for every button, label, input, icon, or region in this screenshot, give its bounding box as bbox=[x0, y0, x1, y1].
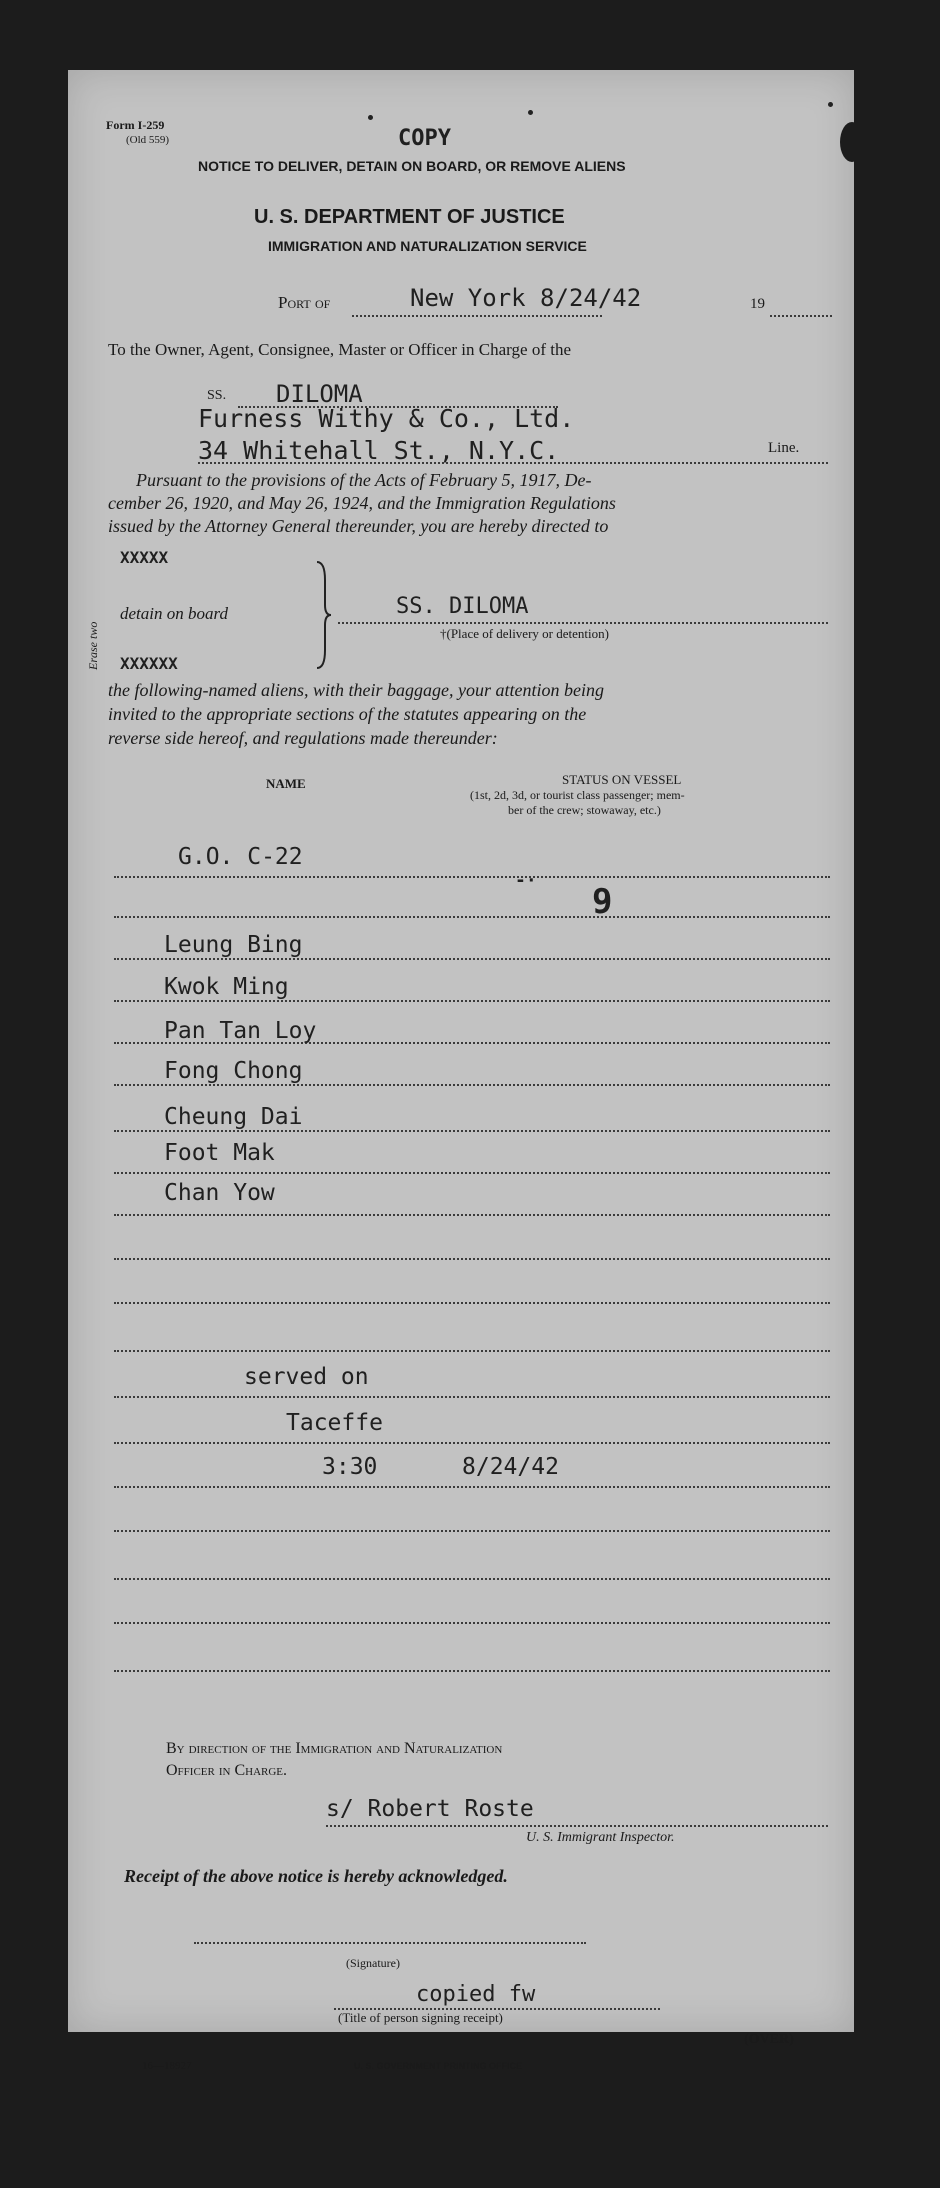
erase-two-label: Erase two bbox=[86, 621, 100, 670]
old-form-number: (Old 559) bbox=[126, 134, 170, 146]
go-reference: G.O. C-22 bbox=[178, 844, 303, 870]
status-note-1: (1st, 2d, 3d, or tourist class passenger; mem- bbox=[470, 788, 685, 802]
served-date: 8/24/42 bbox=[462, 1454, 559, 1480]
inspector-title: U. S. Immigrant Inspector. bbox=[526, 1830, 675, 1845]
inspector-signature: s/ Robert Roste bbox=[326, 1796, 534, 1822]
ship-name: DILOMA bbox=[276, 380, 363, 408]
title-caption: (Title of person signing receipt) bbox=[338, 2010, 503, 2025]
place-value: SS. DILOMA bbox=[396, 594, 529, 619]
form-paper bbox=[68, 70, 854, 2072]
alien-name: Foot Mak bbox=[164, 1140, 275, 1166]
brace bbox=[313, 560, 333, 670]
pursuant-line-2: cember 26, 1920, and May 26, 1924, and the Immigration Regulations bbox=[108, 493, 616, 513]
rule-line bbox=[114, 1578, 830, 1580]
copied-note: copied fw bbox=[416, 1982, 536, 2007]
speck bbox=[368, 115, 373, 120]
receipt-signature-line bbox=[194, 1942, 586, 1944]
following-line-2: invited to the appropriate sections of the statutes appearing on the bbox=[108, 704, 587, 724]
option-deliver-struck: XXXXX bbox=[120, 548, 169, 567]
status-note-2: ber of the crew; stowaway, etc.) bbox=[508, 803, 661, 817]
ss-label: SS. bbox=[207, 388, 227, 403]
service-title: IMMIGRATION AND NATURALIZATION SERVICE bbox=[268, 238, 587, 254]
option-detain: detain on board bbox=[120, 604, 228, 623]
pursuant-line-1: Pursuant to the provisions of the Acts of February 5, 1917, De- bbox=[136, 470, 592, 490]
form-number: Form I-259 bbox=[106, 118, 165, 132]
speck bbox=[828, 102, 833, 107]
following-line-3: reverse side hereof, and regulations made thereunder: bbox=[108, 728, 498, 748]
receipt-text: Receipt of the above notice is hereby acknowledged. bbox=[124, 1866, 508, 1886]
status-mark: 9 bbox=[592, 882, 613, 922]
port-line bbox=[352, 315, 602, 317]
direction-line-2: Officer in Charge. bbox=[166, 1762, 288, 1779]
rule-line bbox=[114, 1670, 830, 1672]
addressee-text: To the Owner, Agent, Consignee, Master or Officer in Charge of the bbox=[108, 340, 571, 359]
status-column-header: STATUS ON VESSEL bbox=[562, 772, 682, 787]
signature-line bbox=[326, 1825, 828, 1827]
address-line bbox=[198, 462, 828, 464]
rule-line bbox=[114, 916, 830, 918]
served-on: served on bbox=[244, 1364, 369, 1390]
served-to: Taceffe bbox=[286, 1410, 383, 1436]
punch-hole bbox=[840, 122, 864, 162]
pursuant-line-3: issued by the Attorney General thereunder, you are hereby directed to bbox=[108, 516, 609, 536]
served-time: 3:30 bbox=[322, 1454, 378, 1480]
rule-line bbox=[114, 1486, 830, 1488]
rule-line bbox=[114, 958, 830, 960]
alien-name: Cheung Dai bbox=[164, 1104, 303, 1130]
name-column-header: NAME bbox=[266, 776, 306, 791]
speck bbox=[528, 110, 533, 115]
rule-line bbox=[114, 1214, 830, 1216]
port-label: Port of bbox=[278, 293, 331, 312]
rule-line bbox=[114, 1258, 830, 1260]
direction-line-1: By direction of the Immigration and Naturalization bbox=[166, 1740, 503, 1757]
signature-caption: (Signature) bbox=[346, 1956, 400, 1970]
rule-line bbox=[114, 1000, 830, 1002]
rule-line bbox=[114, 1622, 830, 1624]
printer-imprint: U. S. GOVERNMENT PRINTING OFFICE bbox=[354, 2061, 523, 2071]
rule-line bbox=[114, 1530, 830, 1532]
rule-line bbox=[114, 1442, 830, 1444]
notice-title: NOTICE TO DELIVER, DETAIN ON BOARD, OR REMOVE ALIENS bbox=[198, 158, 626, 174]
alien-name: Leung Bing bbox=[164, 932, 303, 958]
rule-line bbox=[114, 1350, 830, 1352]
copy-label: COPY bbox=[398, 126, 451, 151]
rule-line bbox=[114, 1396, 830, 1398]
department-title: U. S. DEPARTMENT OF JUSTICE bbox=[254, 206, 565, 228]
place-line bbox=[338, 622, 828, 624]
following-line-1: the following-named aliens, with their baggage, your attention being bbox=[108, 680, 604, 700]
option-remove-struck: XXXXXX bbox=[120, 654, 178, 673]
alien-name: Kwok Ming bbox=[164, 974, 289, 1000]
alien-name: Chan Yow bbox=[164, 1180, 275, 1206]
alien-name: Pan Tan Loy bbox=[164, 1018, 317, 1044]
rule-line bbox=[114, 876, 830, 878]
rule-line bbox=[114, 1302, 830, 1304]
place-caption: †(Place of delivery or detention) bbox=[440, 626, 609, 641]
stray-marks: -· bbox=[515, 870, 537, 891]
port-value: New York 8/24/42 bbox=[410, 284, 642, 312]
alien-name: Fong Chong bbox=[164, 1058, 303, 1084]
company-name: Furness Withy & Co., Ltd. bbox=[198, 404, 575, 433]
footer-code: 16—18927 bbox=[142, 2060, 192, 2072]
rule-line bbox=[114, 1084, 830, 1086]
line-label: Line. bbox=[768, 440, 800, 456]
company-address: 34 Whitehall St., N.Y.C. bbox=[198, 436, 560, 465]
over-label: (OVER) bbox=[744, 2032, 794, 2047]
year-suffix: 19 bbox=[750, 296, 765, 312]
rule-line bbox=[114, 1172, 830, 1174]
rule-line bbox=[114, 1130, 830, 1132]
year-line bbox=[770, 315, 832, 317]
